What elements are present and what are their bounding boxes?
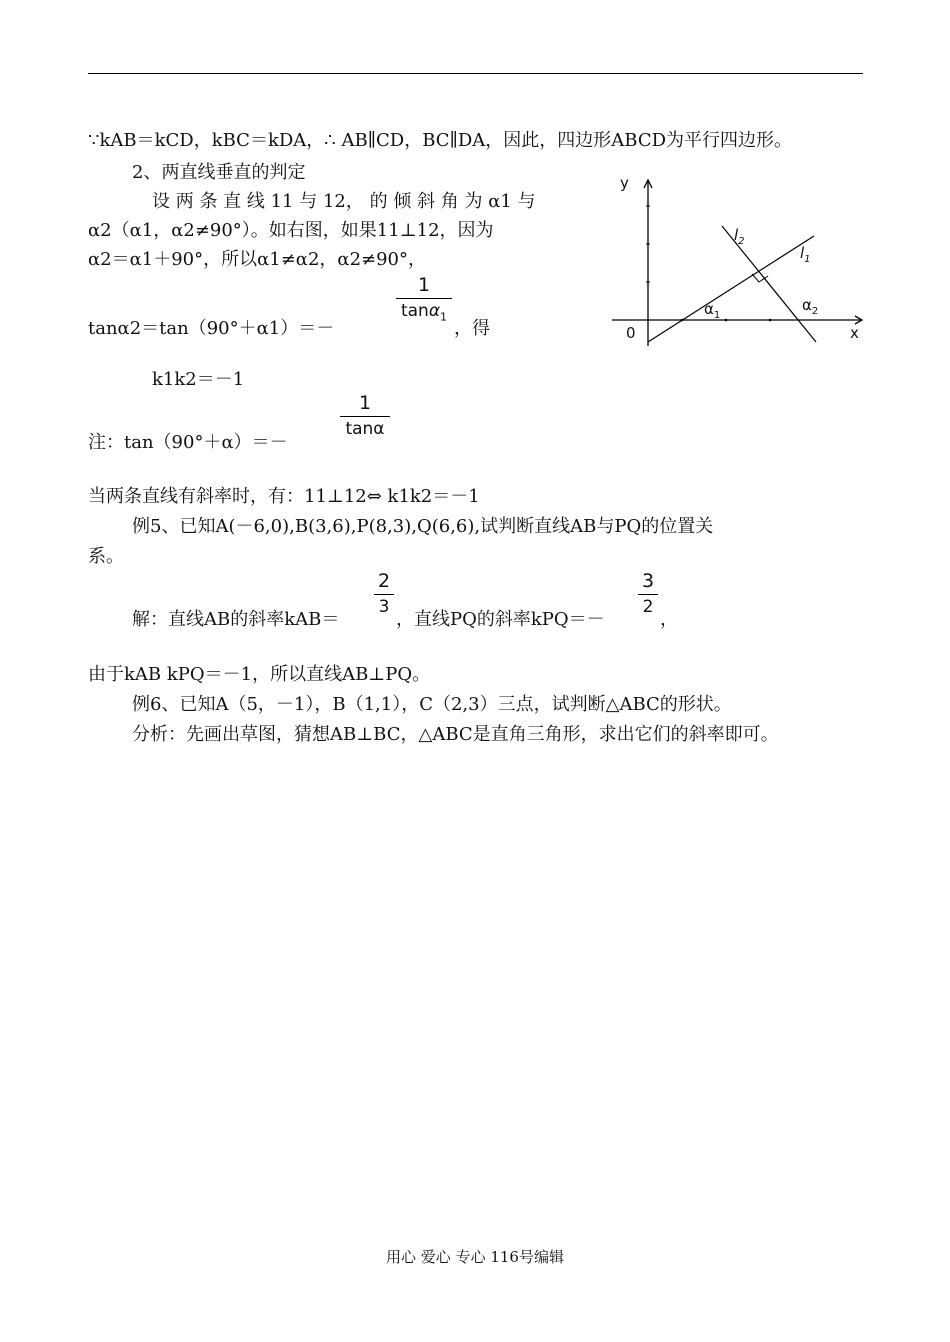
product-k1k2: k1k2＝－1 (152, 369, 245, 390)
fraction-1-over-tan-alpha1 (396, 274, 452, 323)
fraction-denominator: 2 (642, 597, 654, 617)
header-rule (88, 73, 863, 74)
example-5: 例5、已知A(－6,0),B(3,6),P(8,3),Q(6,6),试判断直线AB与PQ的位置关 (132, 516, 714, 537)
solution-slope-pq: ，直线PQ的斜率kPQ＝－ (396, 609, 605, 630)
fraction-2-over-3 (374, 570, 394, 617)
text-line-1: ∵kAB＝kCD，kBC＝kDA，∴ AB∥CD，BC∥DA，因此，四边形ABCD为平行四边形。 (88, 130, 793, 151)
fraction-numerator: 3 (641, 570, 655, 592)
example-5-cont: 系。 (88, 546, 124, 567)
solution-tail: ， (660, 609, 678, 630)
tick-dot (725, 319, 728, 322)
text-line-3: 设 两 条 直 线 11 与 12， 的 倾 斜 角 为 α1 与 (152, 191, 536, 212)
y-axis-label: y (620, 174, 629, 192)
solution-slope-ab: 解：直线AB的斜率kAB＝ (132, 609, 340, 630)
l2-label: $l_2$ (734, 226, 745, 247)
tan-formula-tail: ，得 (454, 318, 490, 339)
fraction-numerator: 1 (358, 392, 372, 414)
alpha2-label: $\alpha_2$ (802, 296, 819, 317)
fraction-1-over-tan-alpha (340, 392, 390, 439)
conclusion-line: 由于kAB kPQ＝－1，所以直线AB⊥PQ。 (88, 664, 431, 685)
fraction-bar (374, 594, 394, 595)
note-formula: 注：tan（90°＋α）＝－ (88, 432, 288, 453)
analysis-line: 分析：先画出草图，猜想AB⊥BC，△ABC是直角三角形，求出它们的斜率即可。 (132, 724, 779, 745)
fraction-bar (340, 416, 390, 417)
perpendicular-lines-figure (612, 170, 866, 350)
tan-formula: tanα2＝tan（90°＋α1）＝－ (88, 318, 335, 339)
fraction-numerator: 1 (417, 274, 431, 296)
tick-dot (681, 319, 684, 322)
tick-dot (769, 319, 772, 322)
fraction-3-over-2 (638, 570, 658, 617)
text-line-4: α2（α1，α2≠90°）。如右图，如果11⊥12，因为 (88, 220, 494, 241)
fraction-bar (396, 298, 452, 299)
line-l1 (648, 236, 814, 342)
fraction-denominator: 3 (378, 597, 390, 617)
alpha1-label: $\alpha_1$ (704, 300, 721, 321)
origin-label: 0 (626, 324, 636, 342)
section-heading: 2、两直线垂直的判定 (132, 162, 306, 183)
right-angle-mark (752, 274, 768, 282)
fraction-denominator: tanα (345, 419, 385, 439)
x-axis-label: x (850, 324, 859, 342)
fraction-bar (638, 594, 658, 595)
perpendicular-condition: 当两条直线有斜率时，有：11⊥12⇔ k1k2＝－1 (88, 486, 480, 507)
text-line-5: α2＝α1＋90°，所以α1≠α2，α2≠90°， (88, 249, 427, 270)
fraction-numerator: 2 (377, 570, 391, 592)
l1-label: $l_1$ (800, 244, 811, 265)
fraction-denominator: tanα$_1$ (400, 301, 448, 324)
page-footer: 用心 爱心 专心 116号编辑 (386, 1248, 564, 1266)
example-6: 例6、已知A（5，－1），B（1,1），C（2,3）三点，试判断△ABC的形状。 (132, 694, 732, 715)
